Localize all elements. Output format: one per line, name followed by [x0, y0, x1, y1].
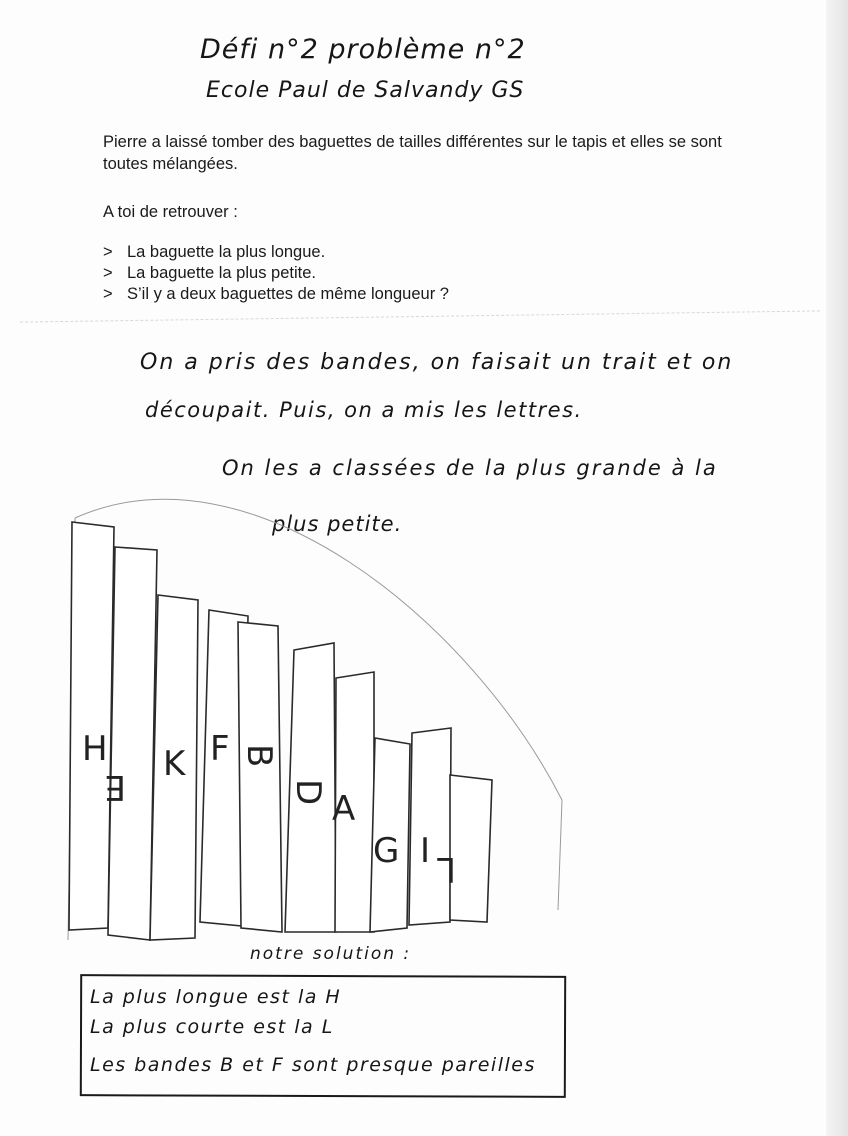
question-item	[103, 284, 449, 305]
question-text: La baguette la plus longue.	[127, 243, 326, 261]
answer-line-2: La plus courte est la L	[90, 1016, 334, 1038]
strips-drawing	[0, 470, 600, 950]
challenge-title: Défi n°2 problème n°2	[200, 34, 526, 65]
problem-task: A toi de retrouver :	[103, 203, 238, 221]
strip-h	[69, 522, 114, 930]
strip-letter: H	[82, 729, 108, 769]
strip-letter: E	[104, 767, 126, 807]
section-divider	[20, 310, 820, 322]
question-list	[103, 242, 449, 305]
strip-letter: B	[239, 744, 279, 768]
question-text: La baguette la plus petite.	[127, 264, 316, 282]
strip-a	[332, 672, 374, 932]
method-sentence-1: On a pris des bandes, on faisait un trait et on	[140, 350, 734, 375]
question-item	[103, 263, 449, 284]
solution-label: notre solution :	[250, 944, 412, 964]
method-sentence-2: découpait. Puis, on a mis les lettres.	[145, 398, 583, 422]
arrow-icon: >	[103, 285, 113, 303]
question-item	[103, 242, 449, 263]
strip-k	[150, 595, 198, 940]
strip-letter: I	[420, 831, 431, 871]
strip-d	[285, 643, 336, 932]
problem-intro: Pierre a laissé tomber des baguettes de tailles différentes sur le tapis et elles se sont toutes mélangées.	[103, 133, 722, 173]
strip-letter: K	[163, 744, 186, 784]
strip-i	[409, 728, 451, 925]
question-text: S’il y a deux baguettes de même longueur ?	[127, 285, 449, 303]
strip-g	[370, 738, 410, 932]
strip-b	[238, 622, 282, 932]
answer-line-3: Les bandes B et F sont presque pareilles	[90, 1054, 536, 1076]
method-sentence-3: On les a classées de la plus grande à la	[222, 456, 718, 480]
strip-letter: G	[373, 831, 400, 871]
answer-line-1: La plus longue est la H	[90, 986, 342, 1008]
strip-letter: F	[210, 729, 230, 769]
strip-letter: A	[332, 789, 356, 829]
strip-letter: D	[288, 779, 328, 806]
arrow-icon: >	[103, 243, 113, 261]
arrow-icon: >	[103, 264, 113, 282]
strip-letter: L	[437, 849, 456, 889]
school-name: Ecole Paul de Salvandy GS	[206, 78, 525, 103]
method-sentence-4: plus petite.	[272, 512, 403, 536]
scan-page-edge	[826, 0, 848, 1136]
